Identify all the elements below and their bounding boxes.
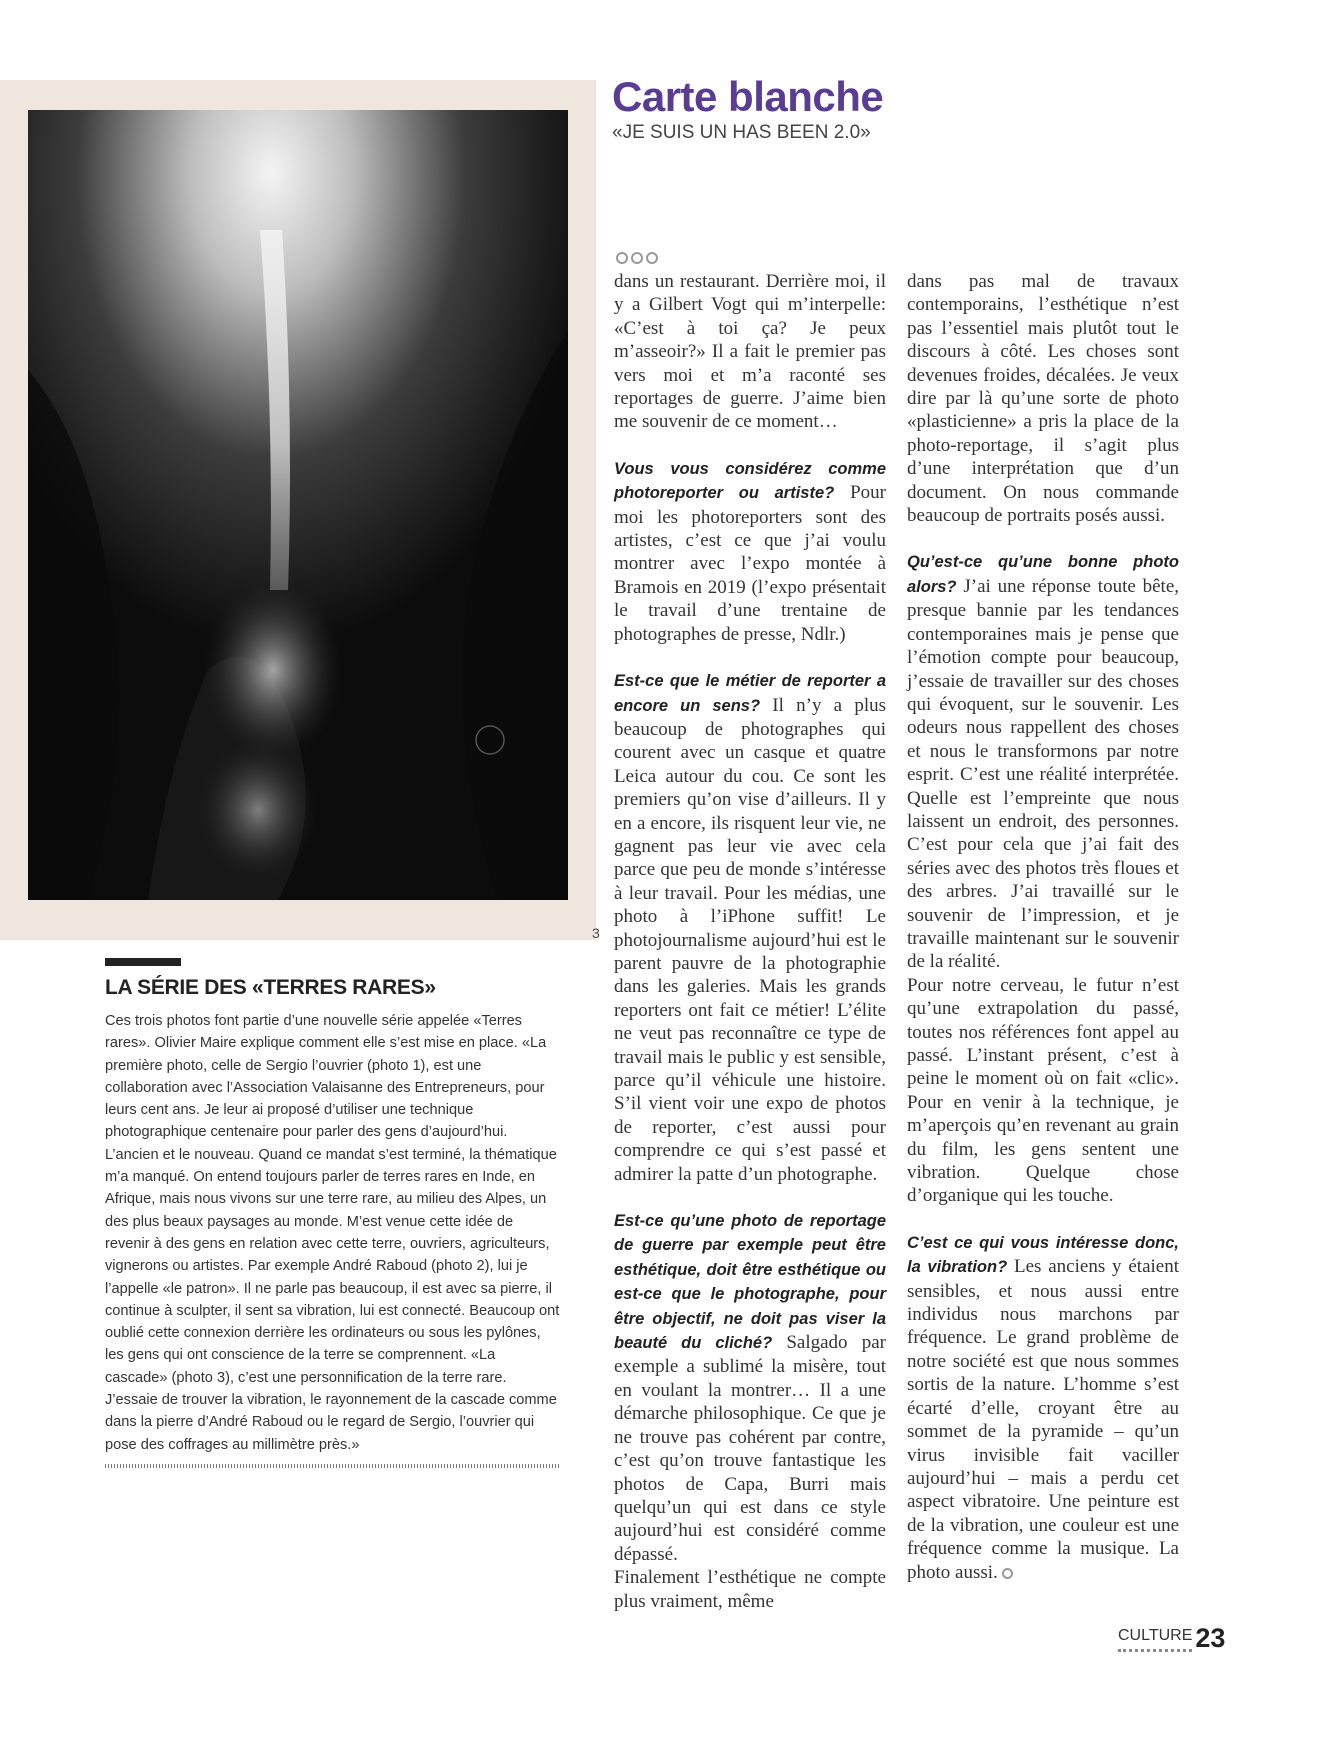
question: Est-ce qu’une photo de reportage de guerre par exemple peut être esthétique, doit être esthétique ou est-ce que le photographe, pour être objectif, ne doit pas viser la beauté du cliché? xyxy=(614,1212,886,1353)
qa-block xyxy=(614,669,886,1186)
waterfall-image xyxy=(28,110,568,900)
sidebar-body: Ces trois photos font partie d’une nouvelle série appelée «Terres rares». Olivier Maire explique comment elle s’est mise en place. «La première photo, celle de Sergio l’ouvrier (photo 1), est une collaboration avec l’Association Valaisanne des Entrepreneurs, pour leurs cent ans. Je leur ai proposé d’utiliser une technique photographique centenaire pour parler des gens d’aujourd’hui. L’ancien et le nouveau. Quand ce mandat s’est terminé, la thématique m’a manqué. On entend toujours parler de terres rares en Inde, en Afrique, mais nous vivons sur une terre rare, au milieu des Alpes, un des plus beaux paysages au monde. M’est venue cette idée de revenir à des gens en relation avec cette terre, ouvriers, agriculteurs, vignerons ou artistes. Par exemple André Raboud (photo 2), lui je l’appelle «le patron». Il ne parle pas beaucoup, il est avec sa pierre, il continue à sculpter, il sent sa vibration, lui est connecté. Beaucoup ont oublié cette connexion derrière les ordinateurs ou sous les pylônes, les gens qui ont conscience de la terre se comprennent. «La cascade» (photo 3), c’est une personnification de la terre rare. J’essaie de trouver la vibration, le rayonnement de la cascade comme dans la pierre d’André Raboud ou le regard de Sergio, l’ouvrier qui pose des coffrages au millimètre près.» xyxy=(105,1013,560,1453)
paragraph: Pour notre cerveau, le futur n’est qu’une extrapolation du passé, toutes nos références font appel au passé. L’instant présent, c’est à peine le moment où on fait «clic». Pour en venir à la technique, je m’aperçois qu’en revenant au grain du film, les gens sentent une vibration. Quelque chose d’organique qui les touche. xyxy=(907,974,1179,1207)
paragraph: dans pas mal de travaux contemporains, l’esthétique n’est pas l’essentiel mais plutôt tout le discours à côté. Les choses sont devenues froides, décalées. Je veux dire par là qu’une sorte de photo «plasticienne» a pris la place de la photo-reportage, il s’agit plus d’une interprétation que d’un document. On nous commande beaucoup de portraits posés aussi. xyxy=(907,271,1179,527)
paragraph: Finalement l’esthétique ne compte plus vraiment, même xyxy=(614,1567,886,1612)
dot-icon xyxy=(631,252,643,264)
question: Est-ce que le métier de reporter a encore un sens? xyxy=(614,672,886,715)
photo-number: 3 xyxy=(592,925,600,941)
page-number: 23 xyxy=(1195,1623,1226,1653)
qa-block xyxy=(907,1231,1179,1584)
dot-icon xyxy=(616,252,628,264)
qa-block xyxy=(614,457,886,646)
photo-frame xyxy=(0,80,596,940)
page-title: Carte blanche xyxy=(612,73,884,120)
waterfall-photo xyxy=(28,110,568,900)
answer: Pour moi les photoreporters sont des artistes, c’est ce que j’ai voulu montrer avec l’expo montée à Bramois en 2019 (l’expo présentait le travail d’une trentaine de photographes de presse, Ndlr.) xyxy=(614,482,886,645)
article-header xyxy=(612,72,883,144)
qa-block xyxy=(907,550,1179,973)
answer: Salgado par exemple a sublimé la misère, tout en voulant la montrer… Il a une démarche philosophique. Ce que je ne trouve pas cohérent par contre, c’est qu’on trouve fantastique les photos de Capa, Burri mais quelqu’un qui est dans ce style aujourd’hui est considéré comme dépassé. xyxy=(614,1332,886,1565)
article-column-2 xyxy=(907,270,1179,1607)
end-of-article-icon xyxy=(1002,1568,1013,1579)
dot-icon xyxy=(646,252,658,264)
sidebar-dotted-rule xyxy=(105,1464,560,1468)
paragraph: dans un restaurant. Derrière moi, il y a Gilbert Vogt qui m’interpelle: «C’est à toi ça? Je peux m’asseoir?» Il a fait le premier pas vers moi et m’a raconté ses reportages de guerre. J’aime bien me souvenir de ce moment… xyxy=(614,271,886,433)
answer: Il n’y a plus beaucoup de photographes qui courent avec un casque et quatre Leica autour du cou. Ce sont les premiers qu’on vise d’ailleurs. Il y en a encore, ils risquent leur vie, ne gagnent pas leur vie avec cela parce que peu de monde s’intéresse à leur travail. Pour les médias, une photo à l’iPhone suffit! Le photojournalisme aujourd’hui est le parent pauvre de la photographie dans les galeries. Mais les grands reporters ont fait ce métier! L’élite ne veut pas reconnaître ce type de travail mais le public y est sensible, parce qu’il véhicule une histoire. S’il vient voir une expo de photos de reporter, c’est aussi pour comprendre ce qui s’est passé et admirer la patte d’un photographe. xyxy=(614,694,887,1185)
page-subtitle: «JE SUIS UN HAS BEEN 2.0» xyxy=(612,122,871,143)
sidebar-accent-bar xyxy=(105,958,181,966)
answer: Les anciens y étaient sensibles, et nous aussi entre individus nous marchons par fréquence. Le grand problème de notre société est que nous sommes sortis de la nature. L’homme s’est écarté d’elle, croyant être au sommet de la pyramide – qu’un virus invisible fait vaciller aujourd’hui – mais a perdu cet aspect vibratoire. Une peinture est de la vibration, une couleur est une fréquence comme la musique. La photo aussi. xyxy=(907,1256,1179,1583)
question: C’est ce qui vous intéresse donc, la vibration? xyxy=(907,1233,1179,1277)
article-column-1 xyxy=(614,270,886,1636)
section-label: CULTURE xyxy=(1118,1627,1192,1652)
continue-dots-icon xyxy=(616,252,658,264)
sidebar-title: LA SÉRIE DES «TERRES RARES» xyxy=(105,976,436,999)
sidebar-box xyxy=(105,958,560,1468)
question: Qu’est-ce qu’une bonne photo alors? xyxy=(907,553,1179,596)
qa-block xyxy=(614,1209,886,1566)
answer: J’ai une réponse toute bête, presque bannie par les tendances contemporaines mais je pense que l’émotion compte pour beaucoup, j’essaie de travailler sur des choses qui évoquent, sur le souvenir. Les odeurs nous rappellent des choses et nous le transformons par notre esprit. C’est une réalité interprétée. Quelle est l’empreinte que nous laissent un endroit, des personnes. C’est pour cela que j’ai fait des séries avec des photos très floues et des arbres. J’ai travaillé sur le souvenir de l’impression, et je travaille maintenant sur le souvenir de la réalité. xyxy=(907,575,1179,973)
question: Vous vous considérez comme photoreporter ou artiste? xyxy=(614,459,886,503)
page-footer xyxy=(1118,1624,1225,1652)
